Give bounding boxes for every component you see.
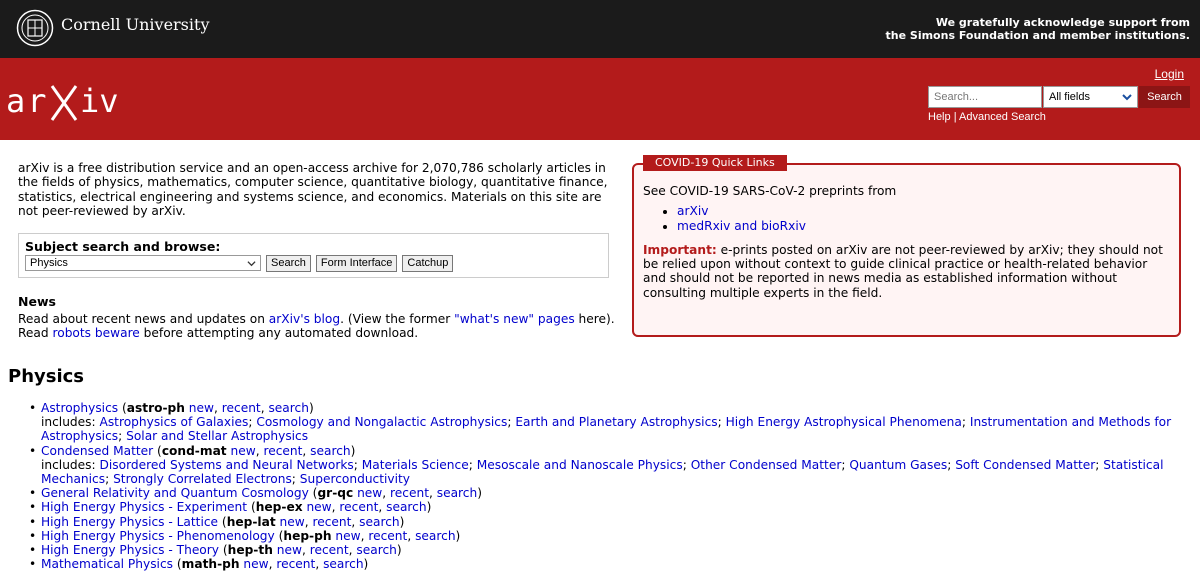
svg-text:ar: ar <box>6 82 49 120</box>
chevron-down-icon <box>1122 92 1132 102</box>
help-link[interactable]: Help <box>928 111 951 123</box>
recent-link[interactable]: recent <box>339 500 379 515</box>
list-item: • High Energy Physics - Phenomenology (hep-ph new, recent, search) <box>41 529 1191 543</box>
subcategory-link[interactable]: Instrumentation and Methods for Astrophysics <box>41 415 1172 444</box>
news-text: before attempting any automated download. <box>139 326 419 341</box>
search-link[interactable]: search <box>436 486 478 501</box>
recent-link[interactable]: recent <box>368 528 408 543</box>
svg-text:iv: iv <box>80 82 119 120</box>
subcategory-link[interactable]: Strongly Correlated Electrons <box>113 472 292 487</box>
search-link[interactable]: search <box>415 528 456 543</box>
news-line-2 <box>18 326 618 340</box>
new-link[interactable]: new <box>335 528 361 543</box>
new-link[interactable]: new <box>230 443 256 458</box>
list-item <box>677 204 1173 218</box>
subcategory-link[interactable]: High Energy Astrophysical Phenomena <box>725 415 962 430</box>
news-body <box>18 312 618 341</box>
subject-select-value: Physics <box>30 257 68 269</box>
subcategory-link[interactable]: Mesoscale and Nanoscale Physics <box>476 457 683 472</box>
archive-code: hep-ex <box>255 500 303 515</box>
new-link[interactable]: new <box>357 486 383 501</box>
field-select[interactable] <box>1043 86 1138 108</box>
physics-list <box>41 401 1191 571</box>
subject-search-row <box>25 255 453 273</box>
covid-intro: See COVID-19 SARS-CoV-2 preprints from <box>643 184 897 198</box>
robots-beware-link[interactable]: robots beware <box>52 326 140 341</box>
news-text: Read about recent news and updates on <box>18 312 269 326</box>
recent-link[interactable]: recent <box>276 557 316 572</box>
hep-ex-link[interactable]: High Energy Physics - Experiment <box>41 500 248 515</box>
catchup-button[interactable]: Catchup <box>402 255 453 272</box>
support-note <box>886 16 1190 42</box>
archive-code: hep-ph <box>283 528 332 543</box>
news-text: Read <box>18 326 53 341</box>
arxiv-header <box>0 58 1200 140</box>
recent-link[interactable]: recent <box>312 514 352 529</box>
math-ph-link[interactable]: Mathematical Physics <box>41 557 173 572</box>
search-help-links <box>928 110 1046 125</box>
includes-label: includes: <box>41 457 96 472</box>
subject-search-title: Subject search and browse: <box>25 239 221 254</box>
astro-ph-link[interactable]: Astrophysics <box>41 401 119 415</box>
hep-ph-link[interactable]: High Energy Physics - Phenomenology <box>41 528 275 543</box>
subcategory-link[interactable]: Astrophysics of Galaxies <box>99 415 249 430</box>
archive-code: hep-lat <box>226 514 276 529</box>
search-link[interactable]: search <box>310 443 351 458</box>
covid-content <box>643 184 1173 300</box>
subcategory-link[interactable]: Statistical Mechanics <box>41 457 1164 487</box>
recent-link[interactable]: recent <box>221 401 261 415</box>
hep-lat-link[interactable]: High Energy Physics - Lattice <box>41 514 219 529</box>
support-line-2: the Simons Foundation and member institutions. <box>885 29 1190 42</box>
archive-code: gr-qc <box>317 486 354 501</box>
chevron-down-icon <box>247 259 256 268</box>
important-label: Important: <box>643 242 717 257</box>
link-separator: | <box>953 111 957 123</box>
new-link[interactable]: new <box>306 500 332 515</box>
recent-link[interactable]: recent <box>390 486 429 501</box>
list-item: • General Relativity and Quantum Cosmology (gr-qc new, recent, search) <box>41 486 1191 500</box>
subject-select[interactable] <box>25 255 261 271</box>
new-link[interactable]: new <box>276 543 302 558</box>
arxiv-logo-icon[interactable] <box>6 78 124 124</box>
form-interface-button[interactable]: Form Interface <box>316 255 398 272</box>
cornell-wordmark[interactable]: Cornell University <box>61 15 210 34</box>
subject-search-button[interactable]: Search <box>266 255 311 272</box>
support-line-1: We gratefully acknowledge support from <box>935 16 1190 29</box>
recent-link[interactable]: recent <box>309 543 349 558</box>
subcategory-link[interactable]: Solar and Stellar Astrophysics <box>126 429 309 444</box>
cornell-seal-icon[interactable] <box>16 9 54 47</box>
cond-mat-link[interactable]: Condensed Matter <box>41 443 154 458</box>
list-item: • Mathematical Physics (math-ph new, recent, search) <box>41 557 1191 571</box>
covid-arxiv-link[interactable]: arXiv <box>677 204 709 219</box>
recent-link[interactable]: recent <box>263 443 303 458</box>
subcategory-link[interactable]: Earth and Planetary Astrophysics <box>515 415 718 430</box>
news-text: here). <box>574 312 615 326</box>
whats-new-link[interactable]: "what's new" pages <box>454 312 575 326</box>
list-item: • High Energy Physics - Lattice (hep-lat new, recent, search) <box>41 515 1191 529</box>
search-link[interactable]: search <box>386 500 427 515</box>
subcategory-link[interactable]: Cosmology and Nongalactic Astrophysics <box>256 415 508 430</box>
search-input[interactable]: Search... <box>928 86 1042 108</box>
hep-th-link[interactable]: High Energy Physics - Theory <box>41 543 219 558</box>
list-item: • Astrophysics (astro-ph new, recent, search) includes: Astrophysics of Galaxies; Cosmology and Nongalactic Astrophysics; Earth and Planetary Astrophysics; High Energy Astrophysical Phenomena; Instrumentation and Methods for Astrophysics; Solar and Stellar Astrophysics <box>41 401 1191 444</box>
covid-medrxiv-link[interactable]: medRxiv and bioRxiv <box>677 218 806 233</box>
cornell-banner <box>0 0 1200 58</box>
archive-code: cond-mat <box>161 443 227 458</box>
subcategory-link[interactable]: Materials Science <box>361 457 469 472</box>
gr-qc-link[interactable]: General Relativity and Quantum Cosmology <box>41 486 309 501</box>
archive-code: astro-ph <box>126 401 185 415</box>
subcategory-link[interactable]: Disordered Systems and Neural Networks <box>99 457 354 472</box>
search-link[interactable]: search <box>323 557 364 572</box>
search-link[interactable]: search <box>359 514 400 529</box>
login-link[interactable]: Login <box>1154 67 1184 81</box>
news-title: News <box>18 294 56 309</box>
header-search-button[interactable]: Search <box>1139 86 1190 108</box>
search-link[interactable]: search <box>356 543 397 558</box>
subcategory-link[interactable]: Soft Condensed Matter <box>955 457 1096 472</box>
news-text: . (View the former <box>340 312 455 326</box>
subcategory-link[interactable]: Other Condensed Matter <box>690 457 842 472</box>
field-select-value: All fields <box>1049 91 1090 103</box>
list-item: • High Energy Physics - Theory (hep-th new, recent, search) <box>41 543 1191 557</box>
intro-text: arXiv is a free distribution service and an open-access archive for 2,070,786 scholarly articles in the fields of physics, mathematics, computer science, quantitative biology, quantitative finance, statistics, electrical engineering and systems science, and economics. Materials on this site are not peer-reviewed by arXiv. <box>18 161 608 218</box>
new-link[interactable]: new <box>279 514 305 529</box>
advanced-search-link[interactable]: Advanced Search <box>959 111 1046 123</box>
list-item <box>677 219 1173 233</box>
archive-code: math-ph <box>181 557 240 572</box>
news-line-1 <box>18 312 618 326</box>
subcategory-link[interactable]: Quantum Gases <box>849 457 948 472</box>
subcategory-link[interactable]: Superconductivity <box>299 472 411 487</box>
new-link[interactable]: new <box>243 557 269 572</box>
subject-search-box <box>18 233 609 278</box>
blog-link[interactable]: arXiv's blog <box>268 312 341 326</box>
search-link[interactable]: search <box>268 401 309 415</box>
new-link[interactable]: new <box>188 401 214 415</box>
physics-heading: Physics <box>8 366 85 387</box>
covid-tab: COVID-19 Quick Links <box>643 155 787 171</box>
covid-links <box>667 204 1173 233</box>
includes-label: includes: <box>41 415 96 430</box>
covid-important <box>643 243 1173 300</box>
important-text: e-prints posted on arXiv are not peer-reviewed by arXiv; they should not be relied upon without context to guide clinical practice or health-related behavior and should not be reported in news media as established information without consulting multiple experts in the field. <box>643 242 1163 300</box>
list-item: • High Energy Physics - Experiment (hep-ex new, recent, search) <box>41 500 1191 514</box>
list-item: • Condensed Matter (cond-mat new, recent, search) includes: Disordered Systems and Neural Networks; Materials Science; Mesoscale and Nanoscale Physics; Other Condensed Matter; Quantum Gases; Soft Condensed Matter; Statistical Mechanics; Strongly Correlated Electrons; Superconductivity <box>41 444 1191 487</box>
archive-code: hep-th <box>227 543 273 558</box>
